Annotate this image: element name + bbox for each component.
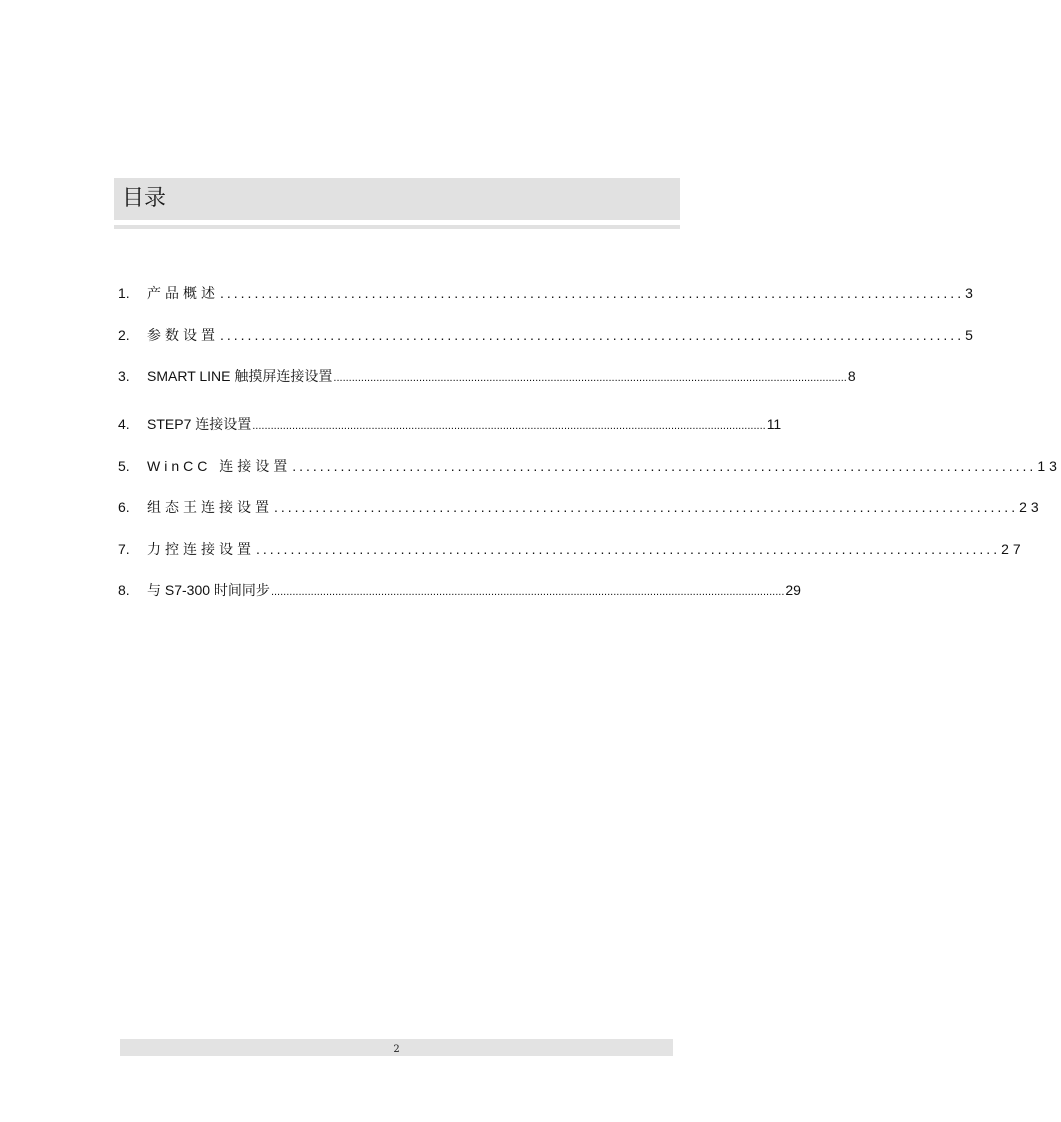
toc-leader-dots: ............................................................................................................: [274, 499, 1019, 515]
toc-leader-dots: ........................................................................................................................................................................: [252, 420, 766, 432]
toc-entry-title: 与 S7-300 时间同步: [147, 582, 270, 598]
toc-entry-title: WinCC 连接设置: [147, 458, 292, 474]
toc-entry-2[interactable]: [118, 324, 977, 346]
toc-entry-3[interactable]: [118, 365, 856, 387]
toc-entry-page: 23: [1019, 499, 1043, 515]
toc-entry-number: 5.: [118, 458, 130, 474]
toc-leader-dots: ........................................................................................................................................................................: [333, 372, 847, 384]
toc-leader-dots: ............................................................................................................: [292, 458, 1037, 474]
toc-entry-number: 3.: [118, 368, 130, 384]
toc-entry-title: SMART LINE 触摸屏连接设置: [147, 368, 333, 384]
toc-entry-8[interactable]: [118, 579, 801, 601]
toc-entry-title: 产品概述: [147, 285, 219, 301]
toc-entry-page: 29: [785, 582, 801, 598]
title-divider: [114, 225, 680, 229]
toc-entry-4[interactable]: [118, 413, 782, 435]
toc-entry-page: 13: [1037, 458, 1061, 474]
toc-entry-title: 力控连接设置: [147, 541, 255, 557]
toc-entry-number: 6.: [118, 499, 130, 515]
toc-entry-page: 11: [766, 416, 782, 432]
toc-leader-dots: ........................................................................................................................................................................: [270, 586, 785, 598]
toc-entry-7[interactable]: [118, 538, 1025, 560]
toc-entry-number: 4.: [118, 416, 130, 432]
toc-leader-dots: ............................................................................................................: [220, 327, 965, 343]
toc-entry-page: 8: [847, 368, 856, 384]
toc-entry-number: 1.: [118, 285, 130, 301]
toc-entry-1[interactable]: [118, 282, 977, 304]
toc-heading-bar: [114, 178, 680, 220]
toc-entry-number: 2.: [118, 327, 130, 343]
toc-entry-number: 8.: [118, 582, 130, 598]
page-number: 2: [393, 1044, 400, 1055]
toc-entry-page: 5: [965, 327, 977, 343]
toc-leader-dots: ............................................................................................................: [220, 285, 965, 301]
toc-entry-page: 3: [965, 285, 977, 301]
toc-entry-title: 参数设置: [147, 327, 219, 343]
toc-entry-title: STEP7 连接设置: [147, 416, 252, 432]
footer-bar: [120, 1039, 673, 1056]
toc-leader-dots: ............................................................................................................: [256, 541, 1001, 557]
page-title: 目录: [122, 185, 167, 210]
toc-entry-title: 组态王连接设置: [147, 499, 273, 515]
toc-entry-page: 27: [1001, 541, 1025, 557]
toc-entry-number: 7.: [118, 541, 130, 557]
toc-entry-6[interactable]: [118, 496, 1043, 518]
toc-entry-5[interactable]: [118, 455, 1061, 477]
